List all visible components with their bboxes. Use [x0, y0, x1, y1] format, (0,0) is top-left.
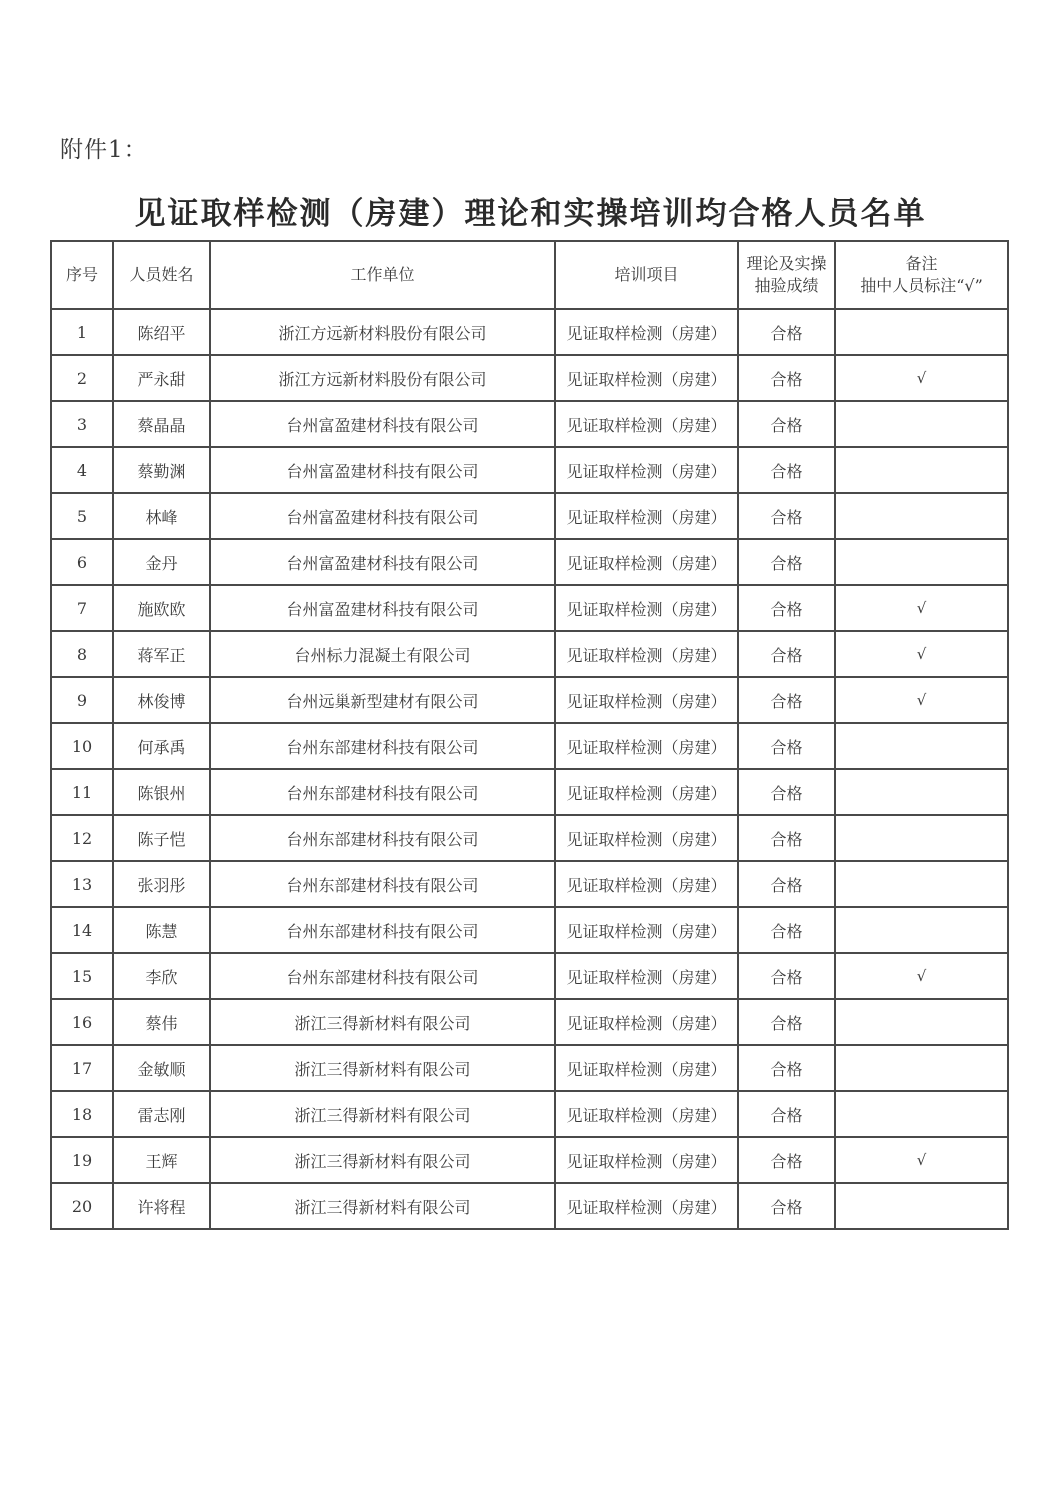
- table-row: [51, 631, 1008, 677]
- cell-project: 见证取样检测（房建）: [555, 447, 738, 493]
- cell-remark: [835, 999, 1008, 1045]
- cell-seq: 13: [51, 861, 113, 907]
- cell-score: 合格: [738, 815, 835, 861]
- cell-seq: 9: [51, 677, 113, 723]
- cell-company: 台州东部建材科技有限公司: [210, 769, 555, 815]
- header-remark-line1: 备注: [905, 254, 938, 273]
- header-remark: [835, 241, 1008, 309]
- cell-score: 合格: [738, 907, 835, 953]
- cell-project: 见证取样检测（房建）: [555, 401, 738, 447]
- cell-remark: √: [835, 953, 1008, 999]
- cell-company: 浙江三得新材料有限公司: [210, 1183, 555, 1229]
- table-row: [51, 815, 1008, 861]
- cell-project: 见证取样检测（房建）: [555, 493, 738, 539]
- cell-company: 台州远巢新型建材有限公司: [210, 677, 555, 723]
- cell-remark: [835, 769, 1008, 815]
- cell-seq: 10: [51, 723, 113, 769]
- header-score-line1: 理论及实操: [746, 254, 827, 273]
- cell-remark: [835, 493, 1008, 539]
- cell-remark: [835, 1091, 1008, 1137]
- attachment-label: 附件1：: [60, 137, 148, 163]
- table-row: [51, 769, 1008, 815]
- cell-project: 见证取样检测（房建）: [555, 1091, 738, 1137]
- cell-seq: 15: [51, 953, 113, 999]
- cell-remark: √: [835, 585, 1008, 631]
- table-row: [51, 1137, 1008, 1183]
- cell-project: 见证取样检测（房建）: [555, 1045, 738, 1091]
- cell-company: 台州富盈建材科技有限公司: [210, 585, 555, 631]
- cell-name: 蔡伟: [113, 999, 210, 1045]
- cell-seq: 6: [51, 539, 113, 585]
- cell-name: 林峰: [113, 493, 210, 539]
- cell-remark: √: [835, 631, 1008, 677]
- cell-seq: 3: [51, 401, 113, 447]
- cell-project: 见证取样检测（房建）: [555, 999, 738, 1045]
- cell-seq: 1: [51, 309, 113, 355]
- cell-seq: 8: [51, 631, 113, 677]
- cell-seq: 20: [51, 1183, 113, 1229]
- cell-remark: [835, 401, 1008, 447]
- cell-project: 见证取样检测（房建）: [555, 907, 738, 953]
- table-body: [51, 309, 1008, 1229]
- cell-company: 台州富盈建材科技有限公司: [210, 447, 555, 493]
- cell-company: 浙江三得新材料有限公司: [210, 1137, 555, 1183]
- cell-seq: 11: [51, 769, 113, 815]
- cell-company: 台州富盈建材科技有限公司: [210, 401, 555, 447]
- cell-name: 施欧欧: [113, 585, 210, 631]
- table-row: [51, 1183, 1008, 1229]
- cell-project: 见证取样检测（房建）: [555, 1183, 738, 1229]
- cell-seq: 7: [51, 585, 113, 631]
- cell-remark: [835, 447, 1008, 493]
- cell-company: 台州东部建材科技有限公司: [210, 953, 555, 999]
- cell-seq: 18: [51, 1091, 113, 1137]
- cell-remark: [835, 1183, 1008, 1229]
- cell-project: 见证取样检测（房建）: [555, 861, 738, 907]
- cell-project: 见证取样检测（房建）: [555, 355, 738, 401]
- cell-project: 见证取样检测（房建）: [555, 539, 738, 585]
- cell-score: 合格: [738, 769, 835, 815]
- cell-name: 蒋军正: [113, 631, 210, 677]
- cell-name: 王辉: [113, 1137, 210, 1183]
- cell-score: 合格: [738, 723, 835, 769]
- cell-name: 雷志刚: [113, 1091, 210, 1137]
- cell-seq: 17: [51, 1045, 113, 1091]
- cell-remark: [835, 907, 1008, 953]
- cell-remark: √: [835, 1137, 1008, 1183]
- cell-company: 浙江方远新材料股份有限公司: [210, 309, 555, 355]
- cell-remark: [835, 815, 1008, 861]
- header-score-line2: 抽验成绩: [754, 276, 819, 295]
- cell-company: 浙江三得新材料有限公司: [210, 1091, 555, 1137]
- cell-remark: [835, 723, 1008, 769]
- cell-remark: [835, 861, 1008, 907]
- cell-seq: 2: [51, 355, 113, 401]
- cell-name: 李欣: [113, 953, 210, 999]
- table-row: [51, 355, 1008, 401]
- table-row: [51, 723, 1008, 769]
- table-header-row: [51, 241, 1008, 309]
- cell-remark: √: [835, 677, 1008, 723]
- table-row: [51, 493, 1008, 539]
- table-row: [51, 539, 1008, 585]
- cell-name: 许将程: [113, 1183, 210, 1229]
- cell-score: 合格: [738, 539, 835, 585]
- cell-score: 合格: [738, 447, 835, 493]
- cell-company: 台州东部建材科技有限公司: [210, 861, 555, 907]
- cell-name: 张羽彤: [113, 861, 210, 907]
- cell-name: 蔡晶晶: [113, 401, 210, 447]
- header-name: 人员姓名: [113, 241, 210, 309]
- cell-project: 见证取样检测（房建）: [555, 769, 738, 815]
- cell-project: 见证取样检测（房建）: [555, 585, 738, 631]
- cell-name: 林俊博: [113, 677, 210, 723]
- header-remark-line2: 抽中人员标注“√”: [860, 276, 983, 295]
- cell-remark: √: [835, 355, 1008, 401]
- cell-remark: [835, 1045, 1008, 1091]
- cell-seq: 12: [51, 815, 113, 861]
- cell-score: 合格: [738, 1045, 835, 1091]
- cell-company: 台州富盈建材科技有限公司: [210, 493, 555, 539]
- cell-name: 陈银州: [113, 769, 210, 815]
- cell-score: 合格: [738, 631, 835, 677]
- cell-company: 台州东部建材科技有限公司: [210, 907, 555, 953]
- cell-company: 台州标力混凝土有限公司: [210, 631, 555, 677]
- cell-score: 合格: [738, 1183, 835, 1229]
- cell-company: 台州东部建材科技有限公司: [210, 815, 555, 861]
- cell-seq: 14: [51, 907, 113, 953]
- cell-score: 合格: [738, 861, 835, 907]
- cell-name: 严永甜: [113, 355, 210, 401]
- cell-name: 蔡勤渊: [113, 447, 210, 493]
- cell-score: 合格: [738, 999, 835, 1045]
- cell-remark: [835, 309, 1008, 355]
- table-row: [51, 677, 1008, 723]
- cell-name: 陈子恺: [113, 815, 210, 861]
- table-row: [51, 861, 1008, 907]
- table-row: [51, 401, 1008, 447]
- cell-company: 台州东部建材科技有限公司: [210, 723, 555, 769]
- cell-score: 合格: [738, 309, 835, 355]
- cell-score: 合格: [738, 493, 835, 539]
- cell-project: 见证取样检测（房建）: [555, 309, 738, 355]
- table-row: [51, 585, 1008, 631]
- header-project: 培训项目: [555, 241, 738, 309]
- table-row: [51, 953, 1008, 999]
- table-row: [51, 1091, 1008, 1137]
- cell-project: 见证取样检测（房建）: [555, 631, 738, 677]
- cell-score: 合格: [738, 585, 835, 631]
- cell-project: 见证取样检测（房建）: [555, 677, 738, 723]
- cell-remark: [835, 539, 1008, 585]
- header-score: [738, 241, 835, 309]
- table-row: [51, 907, 1008, 953]
- table-row: [51, 1045, 1008, 1091]
- cell-name: 陈绍平: [113, 309, 210, 355]
- cell-company: 台州富盈建材科技有限公司: [210, 539, 555, 585]
- cell-score: 合格: [738, 355, 835, 401]
- cell-score: 合格: [738, 953, 835, 999]
- table-row: [51, 447, 1008, 493]
- cell-score: 合格: [738, 401, 835, 447]
- cell-seq: 4: [51, 447, 113, 493]
- cell-company: 浙江三得新材料有限公司: [210, 999, 555, 1045]
- cell-company: 浙江三得新材料有限公司: [210, 1045, 555, 1091]
- document-title: 见证取样检测（房建）理论和实操培训均合格人员名单: [134, 196, 927, 232]
- cell-seq: 16: [51, 999, 113, 1045]
- header-seq: 序号: [51, 241, 113, 309]
- cell-seq: 19: [51, 1137, 113, 1183]
- cell-score: 合格: [738, 1091, 835, 1137]
- cell-company: 浙江方远新材料股份有限公司: [210, 355, 555, 401]
- cell-project: 见证取样检测（房建）: [555, 723, 738, 769]
- cell-name: 陈慧: [113, 907, 210, 953]
- cell-name: 金丹: [113, 539, 210, 585]
- cell-score: 合格: [738, 677, 835, 723]
- cell-project: 见证取样检测（房建）: [555, 815, 738, 861]
- cell-name: 何承禹: [113, 723, 210, 769]
- table-row: [51, 309, 1008, 355]
- table-row: [51, 999, 1008, 1045]
- personnel-table: [50, 240, 1009, 1230]
- cell-name: 金敏顺: [113, 1045, 210, 1091]
- cell-project: 见证取样检测（房建）: [555, 953, 738, 999]
- cell-seq: 5: [51, 493, 113, 539]
- header-company: 工作单位: [210, 241, 555, 309]
- cell-project: 见证取样检测（房建）: [555, 1137, 738, 1183]
- cell-score: 合格: [738, 1137, 835, 1183]
